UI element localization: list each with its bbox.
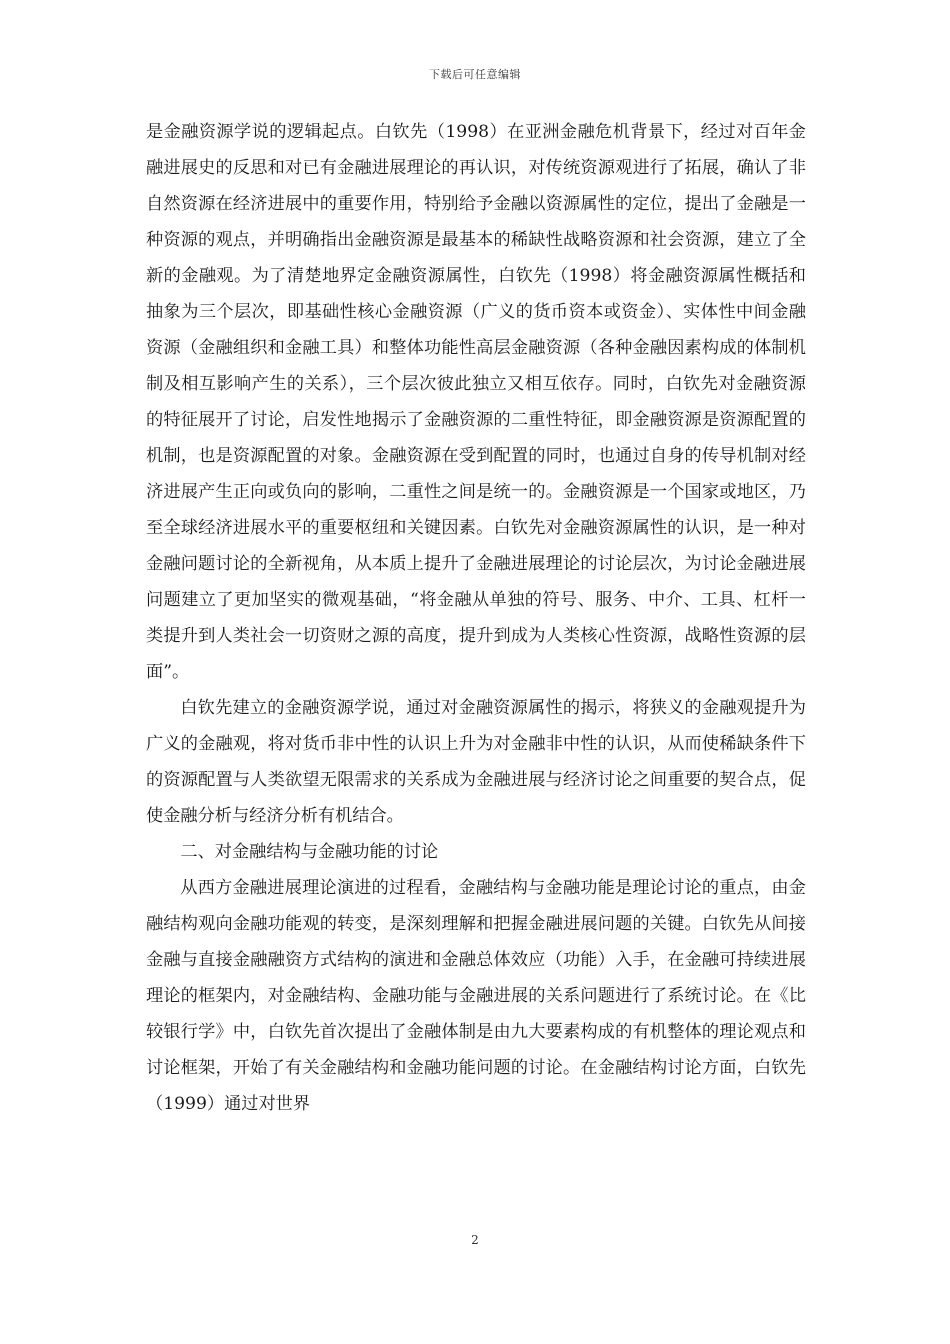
page-number: 2: [471, 1233, 479, 1247]
document-body: [146, 114, 806, 1122]
paragraph-1: 是金融资源学说的逻辑起点。白钦先（1998）在亚洲金融危机背景下，经过对百年金融进展史的反思和对已有金融进展理论的再认识，对传统资源观进行了拓展，确认了非自然资源在经济进展中的重要作用，特别给予金融以资源属性的定位，提出了金融是一种资源的观点，并明确指出金融资源是最基本的稀缺性战略资源和社会资源，建立了全新的金融观。为了清楚地界定金融资源属性，白钦先（1998）将金融资源属性概括和抽象为三个层次，即基础性核心金融资源（广义的货币资本或资金）、实体性中间金融资源（金融组织和金融工具）和整体功能性高层金融资源（各种金融因素构成的体制机制及相互影响产生的关系），三个层次彼此独立又相互依存。同时，白钦先对金融资源的特征展开了讨论，启发性地揭示了金融资源的二重性特征，即金融资源是资源配置的机制，也是资源配置的对象。金融资源在受到配置的同时，也通过自身的传导机制对经济进展产生正向或负向的影响，二重性之间是统一的。金融资源是一个国家或地区，乃至全球经济进展水平的重要枢纽和关键因素。白钦先对金融资源属性的认识，是一种对金融问题讨论的全新视角，从本质上提升了金融进展理论的讨论层次，为讨论金融进展问题建立了更加坚实的微观基础，“将金融从单独的符号、服务、中介、工具、杠杆一类提升到人类社会一切资财之源的高度，提升到成为人类核心性资源，战略性资源的层面”。: [146, 122, 806, 682]
paragraph-2: 白钦先建立的金融资源学说，通过对金融资源属性的揭示，将狭义的金融观提升为广义的金融观，将对货币非中性的认识上升为对金融非中性的认识，从而使稀缺条件下的资源配置与人类欲望无限需求的关系成为金融进展与经济讨论之间重要的契合点，促使金融分析与经济分析有机结合。: [146, 698, 806, 826]
section-heading: 二、对金融结构与金融功能的讨论: [180, 842, 439, 862]
paragraph-3: 从西方金融进展理论演进的过程看，金融结构与金融功能是理论讨论的重点，由金融结构观向金融功能观的转变，是深刻理解和把握金融进展问题的关键。白钦先从间接金融与直接金融融资方式结构的演进和金融总体效应（功能）入手，在金融可持续进展理论的框架内，对金融结构、金融功能与金融进展的关系问题进行了系统讨论。在《比较银行学》中，白钦先首次提出了金融体制是由九大要素构成的有机整体的理论观点和讨论框架，开始了有关金融结构和金融功能问题的讨论。在金融结构讨论方面，白钦先（1999）通过对世界: [146, 878, 806, 1114]
page-header: 下载后可任意编辑: [429, 68, 521, 81]
